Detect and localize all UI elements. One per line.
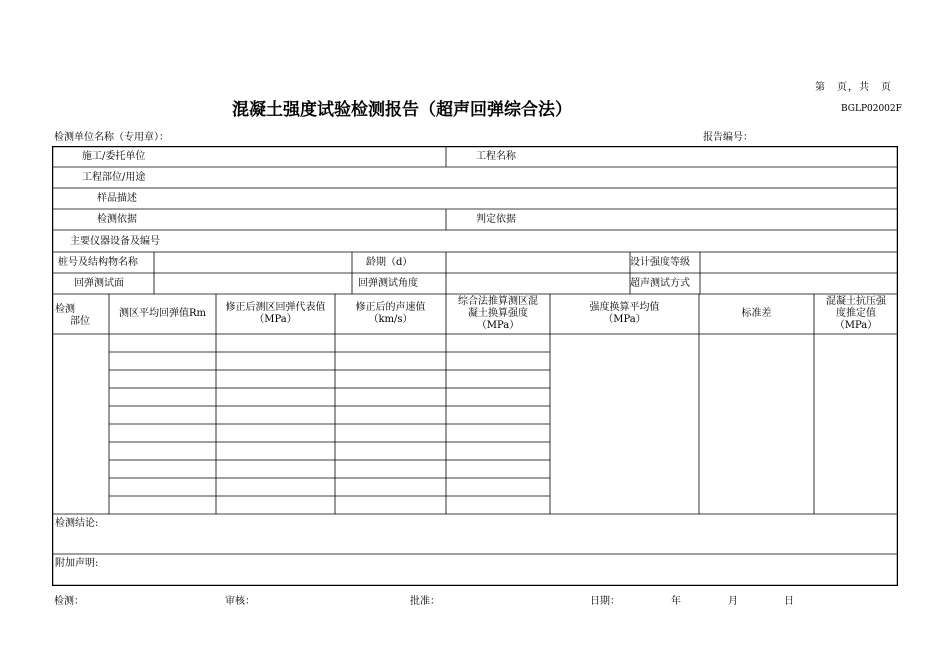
form-code: BGLP02002F [841,104,902,114]
year-label: 年 [671,596,681,607]
form-grid [52,146,898,586]
rebound-surface-label: 回弹测试面 [74,278,124,289]
col-std-dev-header: 标准差 [741,308,772,319]
col-estimated-strength-header-1: 混凝土抗压强 [826,296,886,307]
col-mean-strength-header-2: （MPa） [603,314,646,325]
testing-unit-label: 检测单位名称（专用章）： [54,132,169,143]
page-number: 第 页，共 页 [815,82,892,93]
ultrasonic-mode-label: 超声测试方式 [630,278,690,289]
pile-structure-label: 桩号及结构物名称 [58,257,138,268]
conclusion-label: 检测结论: [55,518,99,529]
col-converted-strength-header-1: 综合法推算测区混 [458,296,538,307]
col-rebound-header: 测区平均回弹值Rm [118,308,206,319]
statement-label: 附加声明: [55,558,99,569]
project-part-label: 工程部位/用途 [82,172,146,183]
col-converted-strength-header-3: （MPa） [476,320,520,331]
col-converted-strength-header-2: 凝土换算强度 [468,308,528,319]
equipment-label: 主要仪器设备及编号 [70,236,160,247]
test-basis-label: 检测依据 [97,214,137,225]
age-label: 龄期（d） [366,257,413,268]
reviewer-label: 审核： [225,596,255,607]
judgement-basis-label: 判定依据 [476,214,516,225]
col-corrected-rebound-header-2: （MPa） [254,314,297,325]
col-corrected-rebound-header-1: 修正后测区回弹代表值 [225,302,326,313]
col-estimated-strength-header-2: 度推定值 [836,308,876,319]
approver-label: 批准： [410,596,440,607]
rebound-angle-label: 回弹测试角度 [358,278,418,289]
sample-description-label: 样品描述 [97,193,137,204]
col-velocity-header-2: （km/s） [368,314,413,325]
design-grade-label: 设计强度等级 [630,257,690,268]
month-label: 月 [728,596,738,607]
col-location-header-1: 检测 [55,304,75,315]
col-estimated-strength-header-3: （MPa） [834,320,878,331]
day-label: 日 [784,596,794,607]
client-unit-label: 施工/委托单位 [82,151,146,162]
col-mean-strength-header-1: 强度换算平均值 [589,302,660,313]
report-number-label: 报告编号： [703,132,753,143]
col-velocity-header-1: 修正后的声速值 [355,302,426,313]
report-form [52,146,898,586]
date-label: 日期： [590,596,620,607]
tester-label: 检测： [54,596,84,607]
project-name-label: 工程名称 [476,151,516,162]
report-title: 混凝土强度试验检测报告（超声回弹综合法） [232,100,572,120]
col-location-header-2: 部位 [70,316,90,327]
